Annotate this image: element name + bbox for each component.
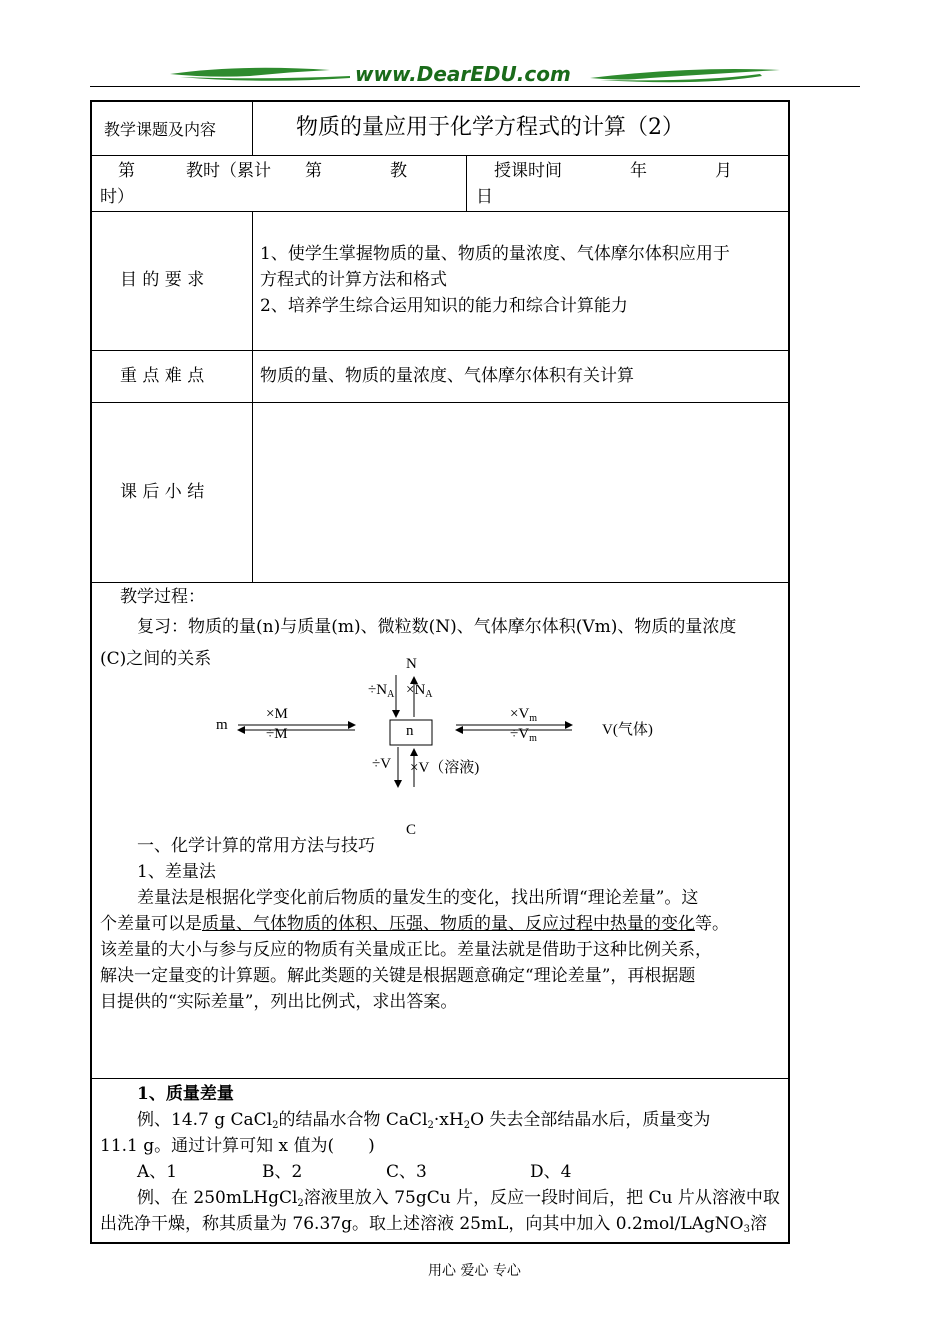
- diagram-mul-v-solution: ×V（溶液): [410, 760, 480, 776]
- option-d: D、4: [530, 1162, 572, 1182]
- option-c: C、3: [386, 1162, 427, 1182]
- review-line-2: (C)之间的关系: [100, 649, 212, 669]
- goal-line-1: 1、使学生掌握物质的量、物质的量浓度、气体摩尔体积应用于: [260, 244, 730, 264]
- goal-line-3: 2、培养学生综合运用知识的能力和综合计算能力: [260, 296, 628, 316]
- diagram-div-v: ÷V: [372, 756, 392, 772]
- section-title-methods: 一、化学计算的常用方法与技巧: [137, 836, 375, 856]
- site-logo-text: www.DearEDU.com: [355, 62, 571, 86]
- subsection-difference-method: 1、差量法: [137, 862, 216, 882]
- diagram-bottom-C: C: [406, 822, 417, 838]
- method-paragraph-line-5: 目提供的“实际差量”，列出比例式，求出答案。: [100, 992, 458, 1012]
- diagram-top-N: N: [406, 656, 417, 672]
- topic-label: 教学课题及内容: [104, 120, 217, 139]
- diagram-mul-vm: $\times V_m$: [510, 706, 538, 724]
- diagram-mul-na: $\times N_A$: [406, 682, 433, 700]
- lesson-count-line2: 时）: [100, 187, 134, 207]
- method-paragraph-line-4: 解决一定量变的计算题。解此类题的关键是根据题意确定“理论差量”，再根据题: [100, 966, 696, 986]
- diagram-center-n: n: [406, 723, 414, 739]
- key-points-label: 重 点 难 点: [120, 366, 205, 386]
- teaching-time-line2: 日: [476, 187, 493, 207]
- example2-line-2: 出洗净干燥，称其质量为 76.37g。取上述溶液 25mL，向其中加入 0.2mol/LAgNO$_3$溶: [100, 1214, 767, 1235]
- option-a: A、1: [137, 1162, 178, 1182]
- process-heading: 教学过程：: [120, 587, 205, 607]
- method-paragraph-line-1: 差量法是根据化学变化前后物质的量发生的变化，找出所谓“理论差量”。这: [137, 888, 699, 908]
- key-points-text: 物质的量、物质的量浓度、气体摩尔体积有关计算: [260, 366, 634, 386]
- example2-line-1: 例、在 250mLHgCl$_2$溶液里放入 75gCu 片，反应一段时间后，把 Cu 片从溶液中取: [137, 1188, 780, 1209]
- topic-title: 物质的量应用于化学方程式的计算（2）: [296, 115, 684, 140]
- option-b: B、2: [262, 1162, 303, 1182]
- diagram-div-na: $\div N_A$: [368, 682, 395, 700]
- goal-line-2: 方程式的计算方法和格式: [260, 270, 447, 290]
- diagram-div-vm: $\div V_m$: [510, 726, 537, 744]
- method-paragraph-line-2: 个差量可以是质量、气体物质的体积、压强、物质的量、反应过程中热量的变化等。: [100, 914, 729, 934]
- lesson-count-line1: 第 教时（累计 第 教: [118, 161, 407, 181]
- diagram-right-v-gas: V(气体): [602, 722, 653, 738]
- header-rule: [90, 86, 860, 87]
- goal-label: 目 的 要 求: [120, 270, 205, 290]
- summary-label: 课 后 小 结: [120, 482, 205, 502]
- page-footer: 用心 爱心 专心: [428, 1263, 521, 1279]
- example1-line-1: 例、14.7 g CaCl$_2$的结晶水合物 $CaCl_2\cdot xH_2O$ 失去全部结晶水后，质量变为: [137, 1110, 711, 1131]
- diagram-left-m: m: [216, 717, 228, 733]
- difference-types-underlined: 质量、气体物质的体积、压强、物质的量、反应过程中热量的变化: [202, 914, 695, 934]
- teaching-time-line1: 授课时间 年 月: [494, 161, 732, 181]
- method-paragraph-line-3: 该差量的大小与参与反应的物质有关量成正比。差量法就是借助于这种比例关系，: [100, 940, 712, 960]
- diagram-mul-m: ×M: [266, 706, 288, 722]
- review-line-1: 复习：物质的量(n)与质量(m)、微粒数(N)、气体摩尔体积(Vm)、物质的量浓度: [137, 617, 737, 637]
- example1-line-2: 11.1 g。通过计算可知 x 值为( ): [100, 1136, 375, 1156]
- diagram-div-m: ÷M: [266, 726, 288, 742]
- subsection-mass-difference: 1、质量差量: [137, 1084, 234, 1104]
